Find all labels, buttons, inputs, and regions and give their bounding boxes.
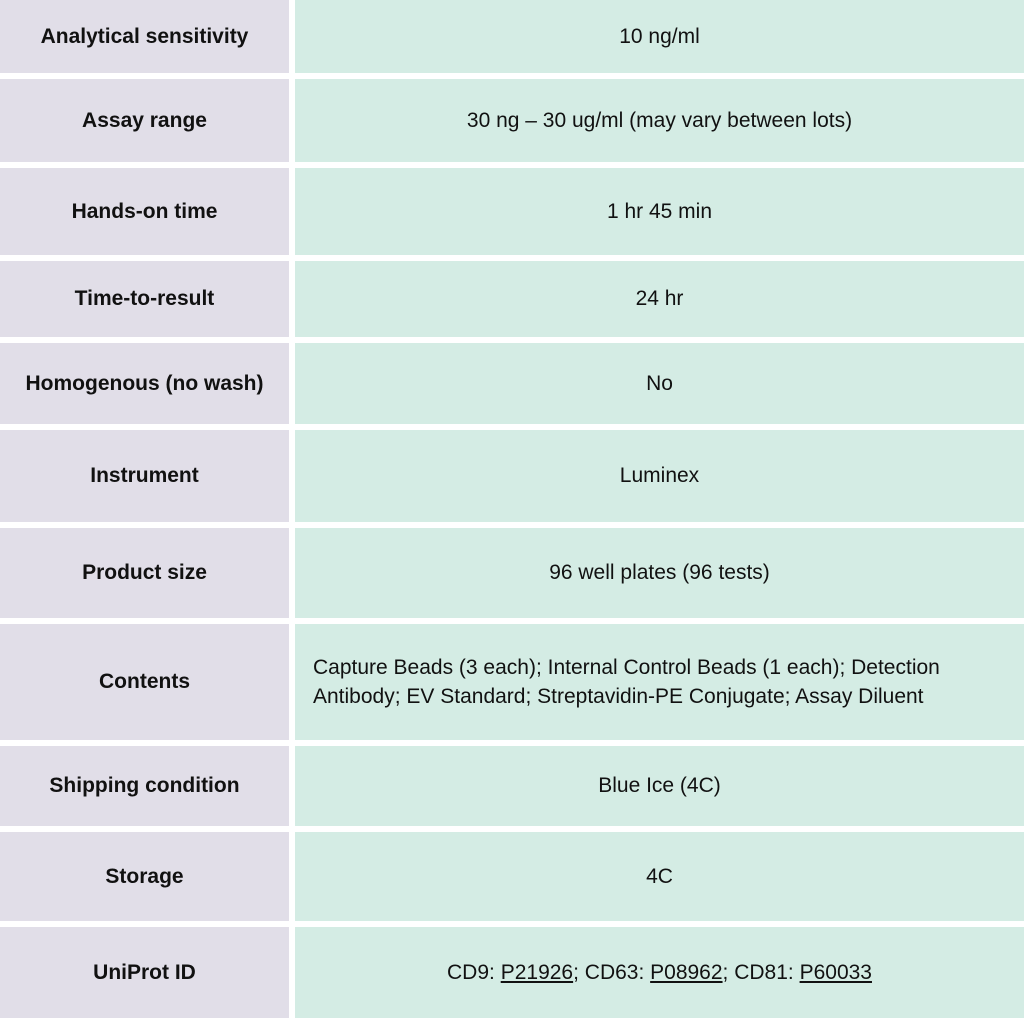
cd63-uniprot-link[interactable]: P08962 — [650, 960, 723, 984]
row-label: Hands-on time — [0, 168, 289, 255]
cd81-prefix: ; CD81: — [722, 960, 800, 984]
row-label: Storage — [0, 832, 289, 921]
cd63-prefix: ; CD63: — [573, 960, 651, 984]
row-label: Homogenous (no wash) — [0, 343, 289, 424]
row-value: Capture Beads (3 each); Internal Control Beads (1 each); Detection Antibody; EV Standard; Streptavidin-PE Conjugate; Assay Diluent — [295, 624, 1024, 740]
row-value: Luminex — [295, 430, 1024, 522]
row-value: Blue Ice (4C) — [295, 746, 1024, 826]
row-label: UniProt ID — [0, 927, 289, 1018]
row-label: Assay range — [0, 79, 289, 162]
row-label: Analytical sensitivity — [0, 0, 289, 73]
row-label: Time-to-result — [0, 261, 289, 337]
row-value: 30 ng – 30 ug/ml (may vary between lots) — [295, 79, 1024, 162]
row-value: No — [295, 343, 1024, 424]
row-value: 24 hr — [295, 261, 1024, 337]
row-value — [295, 927, 1024, 1018]
row-value: 4C — [295, 832, 1024, 921]
row-value: 96 well plates (96 tests) — [295, 528, 1024, 618]
row-value: 1 hr 45 min — [295, 168, 1024, 255]
row-label: Instrument — [0, 430, 289, 522]
row-label: Product size — [0, 528, 289, 618]
cd9-uniprot-link[interactable]: P21926 — [500, 960, 574, 984]
row-label: Contents — [0, 624, 289, 740]
row-value: 10 ng/ml — [295, 0, 1024, 73]
cd81-uniprot-link[interactable]: P60033 — [799, 960, 872, 984]
row-label: Shipping condition — [0, 746, 289, 826]
cd9-prefix: CD9: — [447, 960, 501, 984]
